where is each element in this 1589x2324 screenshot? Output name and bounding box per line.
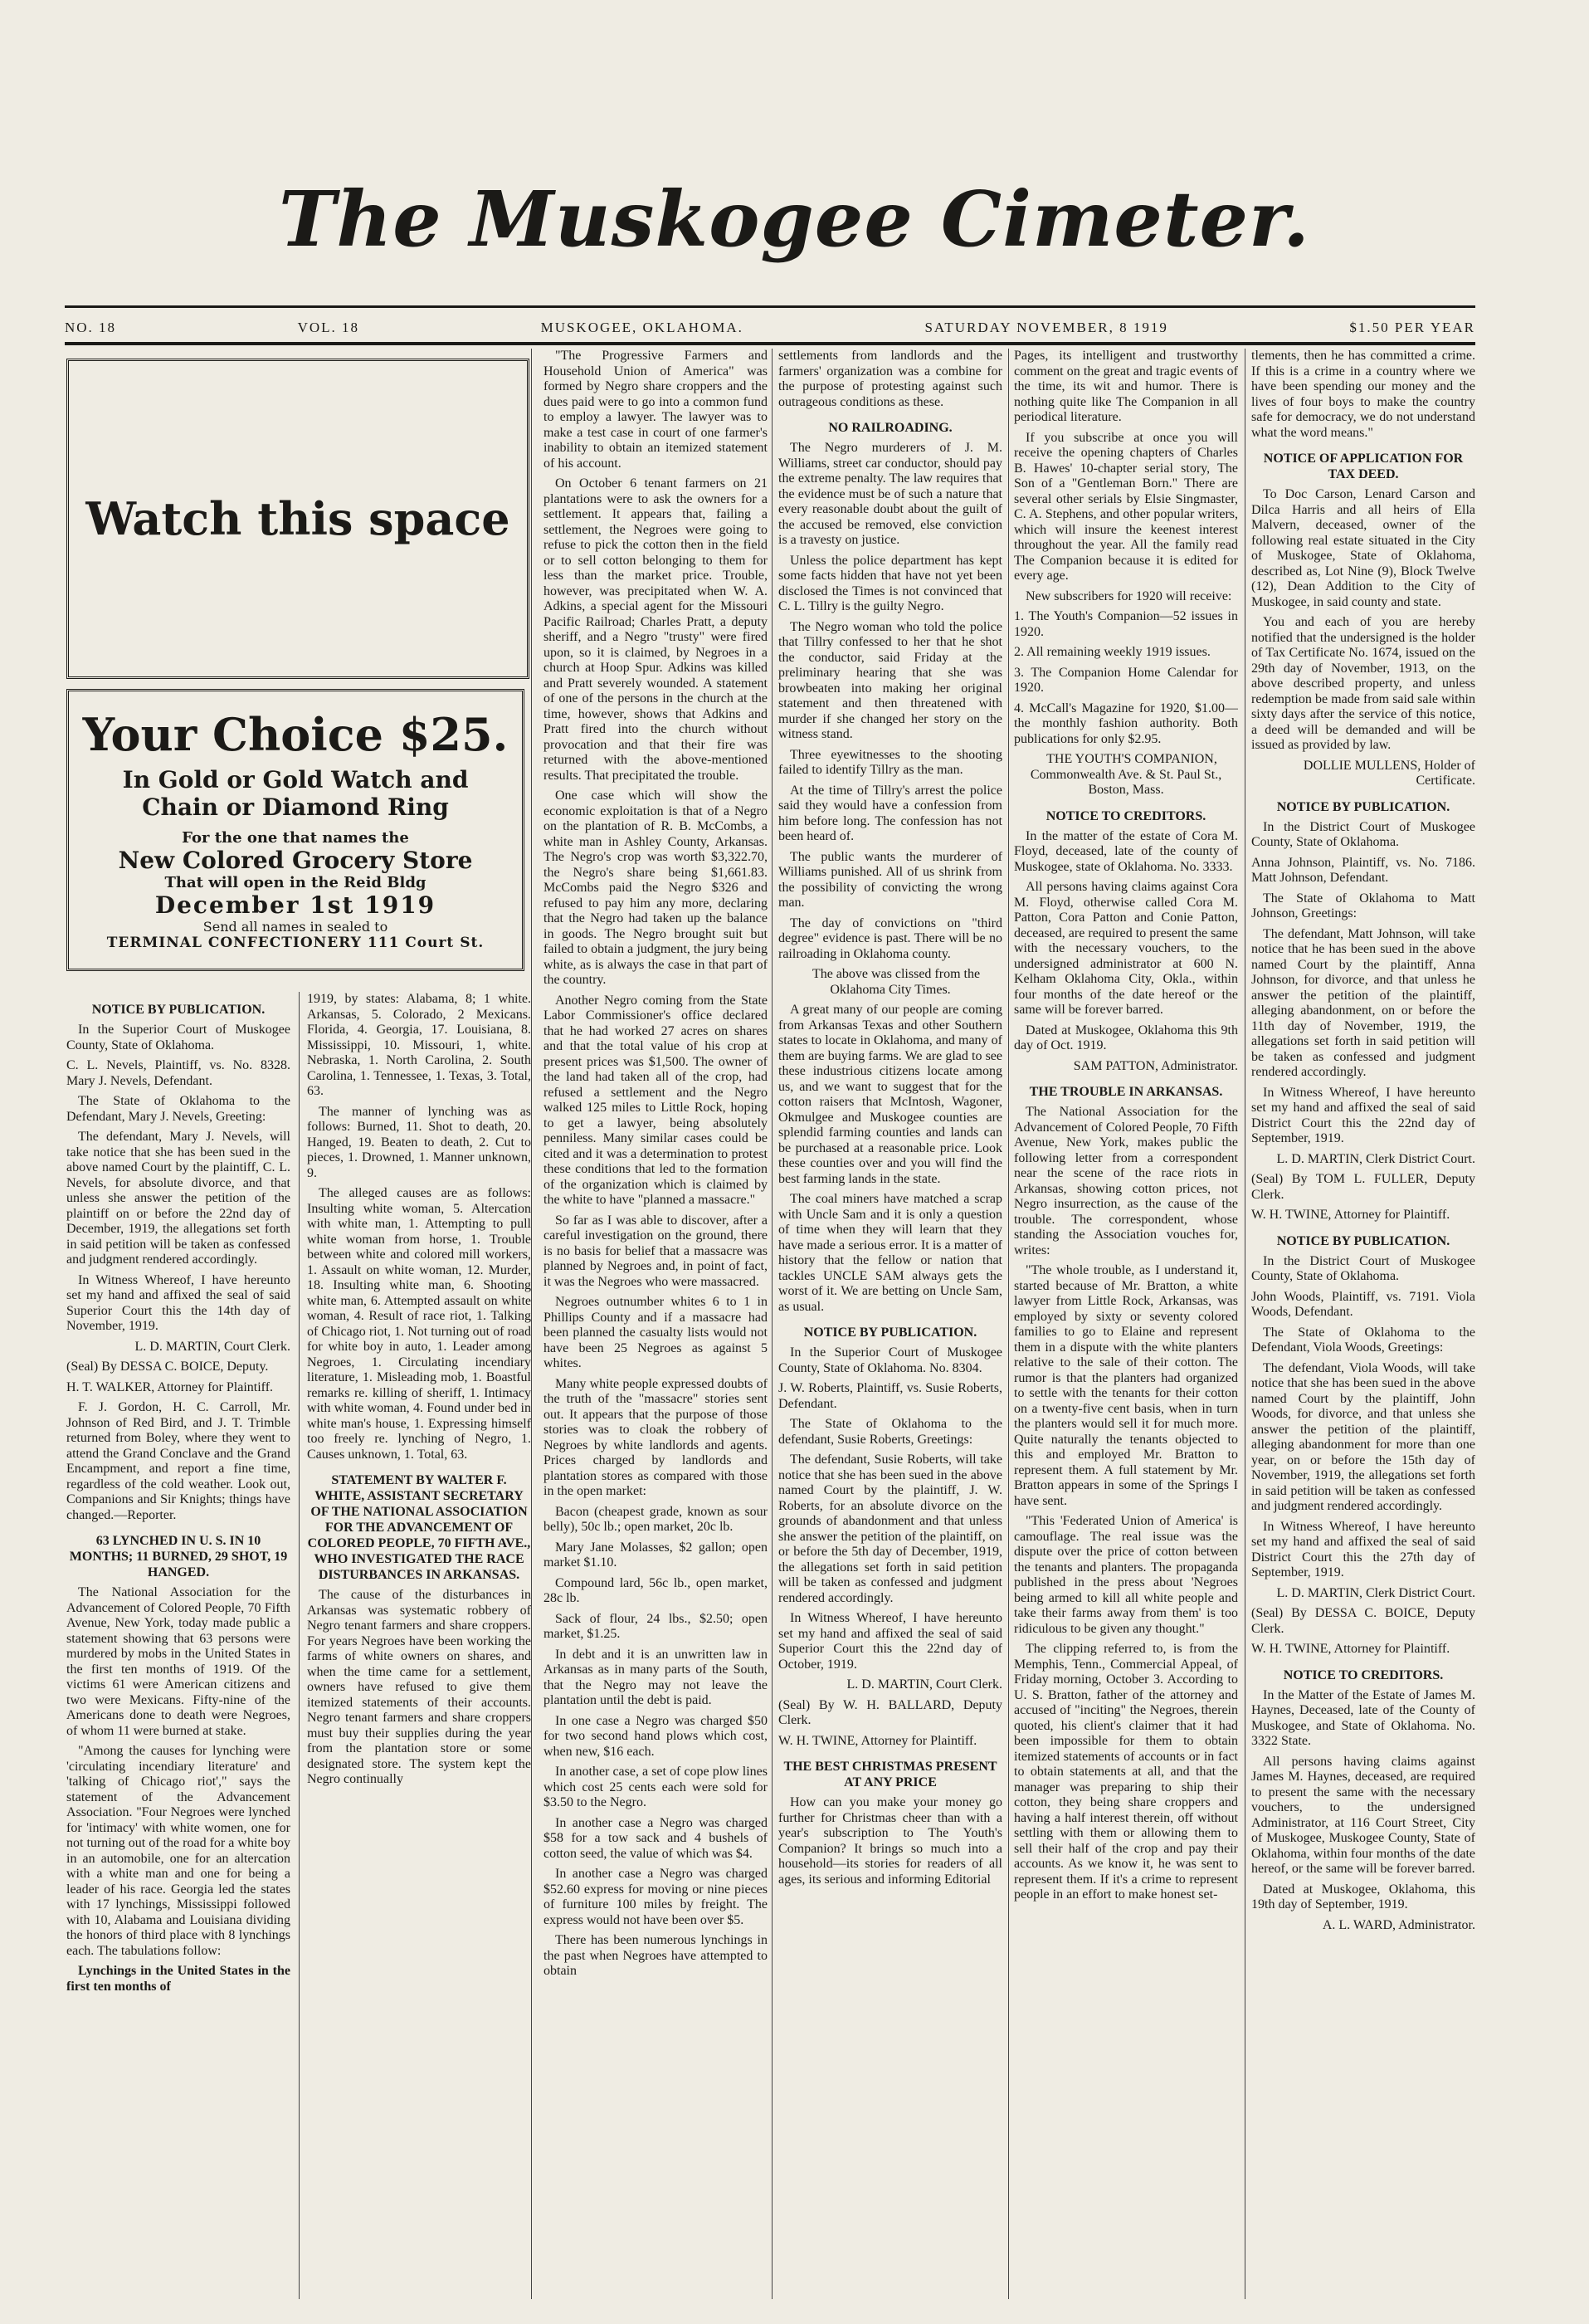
paragraph: "Among the causes for lynching were 'circulating incendiary literature' and 'talking of Chicago riot'," says the statement of the Advancement Association. "Four Negroes were lynched for 'intimacy' with white women, one for not turning out of the road for a white boy in an automobile, one for an altercation with a white man and one for being a leader of his race. Georgia led the states with 17 lynchings, Mississippi followed with 10, Alabama and Louisiana dividing the honors of third place with 8 lynchings each. The tabulations follow: <box>66 1744 290 1958</box>
paragraph: How can you make your money go further for Christmas cheer than with a year's subscription to The Youth's Companion? It brings so much into a household—its stories for readers of all ages, its serious and informing Editorial <box>778 1795 1002 1887</box>
paragraph: The defendant, Mary J. Nevels, will take notice that she has been sued in the above named Court by the plaintiff, C. L. Nevels, for absolute divorce, and that unless she answer the petition of the plaintiff on or before the 22nd day of December, 1919, the allegations set forth in said petition will be taken as confessed and judgment rendered accordingly. <box>66 1130 290 1267</box>
paragraph: On October 6 tenant farmers on 21 plantations were to ask the owners for a settlement. It appears that, failing a settlement, the Negroes were going to refuse to pick the cotton then in the field or to sell cotton belonging to them for less than the market price. Trouble, however, was precipitated when W. A. Adkins, a special agent for the Missouri Pacific Railroad; Charles Pratt, a deputy sheriff, and a Negro "trusty" were fired upon, so it is claimed, by Negroes in a church at Hoop Spur. Adkins was killed and Pratt severely wounded. A statement of one of the persons in the church at the time, however, shows that Adkins and Pratt fired into the church without provocation and that their fire was returned with the above-mentioned results. That precipitated the trouble. <box>543 476 768 783</box>
column-2 <box>307 992 531 2303</box>
ad-line: New Colored Grocery Store <box>118 847 473 874</box>
column-3 <box>543 349 768 2316</box>
paragraph: Compound lard, 56c lb., open market, 28c lb. <box>543 1575 768 1605</box>
paragraph: The defendant, Viola Woods, will take notice that she has been sued in the above named Court by the plaintiff, John Woods, for divorce, and that unless she answer the petition of the plaintiff, alleging abandonment for more than one year, on or before the 15th day of November, 1919, the allegations set forth in said petition will be taken as confessed and judgment rendered accordingly. <box>1251 1360 1475 1513</box>
ad-watch-text: Watch this space <box>85 492 510 545</box>
headline: NOTICE BY PUBLICATION. <box>91 1003 266 1017</box>
signature: L. D. MARTIN, Court Clerk. <box>134 1339 290 1354</box>
paragraph: To Doc Carson, Lenard Carson and Dilca Harris and all heirs of Ella Malvern, deceased, owner of the following real estate situated in the City of Muskogee, State of Oklahoma, described as, Lot Nine (9), Block Twelve (12), Dean Addition to the City of Muskogee, in said county and state. <box>1251 487 1475 609</box>
headline: STATEMENT BY WALTER F. WHITE, ASSISTANT SECRETARY OF THE NATIONAL ASSOCIATION FOR THE ADVANCEMENT OF COLORED PEOPLE, 70 FIFTH AVE., WHO INVESTIGATED THE RACE DISTURBANCES IN ARKANSAS. <box>307 1473 531 1582</box>
paragraph: Unless the police department has kept some facts hidden that have not yet been disclosed the Times is not convinced that C. L. Tillry is the guilty Negro. <box>778 553 1002 613</box>
column-divider <box>531 349 532 2299</box>
paragraph: 1919, by states: Alabama, 8; 1 white. Arkansas, 5. Colorado, 2 Mexicans. Florida, 4. Georgia, 17. Louisiana, 8. Mississippi, 10. Missouri, 1, white. Nebraska, 1. North Carolina, 2. South Carolina, 1. Tennessee, 1. Texas, 3. Total, 63. <box>307 992 531 1098</box>
signature: H. T. WALKER, Attorney for Plaintiff. <box>66 1379 274 1394</box>
place: MUSKOGEE, OKLAHOMA. <box>540 320 743 335</box>
ad-line: Chain or Diamond Ring <box>142 793 449 821</box>
paragraph: In the Matter of the Estate of James M. Haynes, Deceased, late of the County of Muskogee, and State of Oklahoma. No. 3322 State. <box>1251 1687 1475 1748</box>
paragraph: THE YOUTH'S COMPANION, Commonwealth Ave. & St. Paul St., Boston, Mass. <box>1030 752 1222 797</box>
headline: 63 LYNCHED IN U. S. IN 10 MONTHS; 11 BURNED, 29 SHOT, 19 HANGED. <box>69 1534 288 1579</box>
headline: THE BEST CHRISTMAS PRESENT AT ANY PRICE <box>783 1760 997 1789</box>
paragraph: The above was clissed from the Oklahoma City Times. <box>812 967 981 997</box>
paragraph: John Woods, Plaintiff, vs. 7191. Viola Woods, Defendant. <box>1251 1289 1475 1319</box>
paragraph: tlements, then he has committed a crime. If this is a crime in a country where we have been spending our money and the lives of four boys to make the country safe for democracy, we do not understand what the word means." <box>1251 349 1475 440</box>
paragraph: F. J. Gordon, H. C. Carroll, Mr. Johnson of Red Bird, and J. T. Trimble returned from Boley, where they went to attend the Grand Conclave and the Grand Encampment, and report a fine time, regardless of the cold weather. Look out, Companions and Sir Knights; things have changed.—Reporter. <box>66 1400 290 1522</box>
ad-line: That will open in the Reid Bldg <box>164 874 426 891</box>
paragraph: Bacon (cheapest grade, known as sour belly), 50c lb.; open market, 20c lb. <box>543 1504 768 1534</box>
headline: NOTICE TO CREDITORS. <box>1046 808 1206 823</box>
paragraph: The coal miners have matched a scrap with Uncle Sam and it is only a question of time when they will learn that they have made a serious error. It is a matter of history that the fellow or nation that tackles UNCLE SAM always gets the worst of it. We are betting on Uncle Sam, as usual. <box>778 1192 1002 1314</box>
paragraph: So far as I was able to discover, after a careful investigation on the ground, there is no basis for belief that a massacre was planned by Negroes and, in point of fact, it was the Negroes who were massacred. <box>543 1213 768 1289</box>
paragraph: "The Progressive Farmers and Household Union of America" was formed by Negro share croppers and the dues paid were to go into a common fund to employ a lawyer. The lawyer was to make a test case in court of one farmer's inability to obtain an itemized statement of his account. <box>543 349 768 471</box>
signature: L. D. MARTIN, Clerk District Court. <box>1276 1151 1475 1166</box>
paragraph: In Witness Whereof, I have hereunto set my hand and affixed the seal of said Superior Court this the 14th day of November, 1919. <box>66 1272 290 1333</box>
paragraph: There has been numerous lynchings in the past when Negroes have attempted to obtain <box>543 1933 768 1978</box>
paragraph: The clipping referred to, is from the Memphis, Tenn., Commercial Appeal, of Friday morning, October 3. According to U. S. Bratton, father of the attorney and accused of "inciting" the Negroes, therein quoted, his client's claimer that it had been impossible for them to obtain itemized statements of accounts or in fact to obtain statements at all, and that the manager was preparing to ship their cotton, they being share croppers and having a half interest therein, off without settling with them or allowing them to sell their half of the crop and pay their accounts. As we know it, he was sent to represent them. If it's a crime to represent people in an effort to make honest set- <box>1014 1642 1238 1902</box>
headline: NOTICE OF APPLICATION FOR TAX DEED. <box>1263 452 1464 481</box>
headline: NOTICE BY PUBLICATION. <box>1276 799 1450 814</box>
column-4 <box>778 349 1002 2316</box>
ad-line: For the one that names the <box>182 829 409 847</box>
signature: A. L. WARD, Administrator. <box>1322 1917 1475 1932</box>
paragraph: The National Association for the Advancement of Colored People, 70 Fifth Avenue, New York, makes public the following letter from a correspondent near the scene of the race riots in Arkansas, showing cotton prices, not Negro insurrection, as the cause of the trouble. The correspondent, whose standing the Association vouches for, writes: <box>1014 1105 1238 1257</box>
paragraph: The day of convictions on "third degree" evidence is past. There will be no railroading in Oklahoma county. <box>778 915 1002 961</box>
signature: (Seal) By TOM L. FULLER, Deputy Clerk. <box>1251 1172 1475 1202</box>
signature: (Seal) By DESSA C. BOICE, Deputy Clerk. <box>1251 1606 1475 1636</box>
paragraph: In one case a Negro was charged $50 for two second hand plows which cost, when new, $16 each. <box>543 1713 768 1759</box>
paragraph: In the matter of the estate of Cora M. Floyd, deceased, late of the county of Muskogee, state of Oklahoma. No. 3333. <box>1014 828 1238 874</box>
headline: NOTICE BY PUBLICATION. <box>1276 1233 1450 1248</box>
list-item: 1. The Youth's Companion—52 issues in 1920. <box>1014 609 1238 639</box>
paragraph: All persons having claims against Cora M. Floyd, otherwise called Cora M. Patton, Cora Patton and Conie Patton, deceased, are required to present the same with the necessary vouchers, to the undersigned administrator at 600 N. Kelham Oklahoma City, Okla., within four months of the date hereof or the same will be forever barred. <box>1014 880 1238 1017</box>
headline: NOTICE TO CREDITORS. <box>1283 1667 1444 1682</box>
paragraph: The public wants the murderer of Williams punished. All of us shrink from the possibility of convicting the wrong man. <box>778 849 1002 910</box>
headline: THE TROUBLE IN ARKANSAS. <box>1029 1085 1223 1099</box>
paragraph: A great many of our people are coming from Arkansas Texas and other Southern states to locate in Oklahoma, and many of them are buying farms. We are glad to see these industrious citizens locate among us, and we want to suggest that for the cotton raisers that McIntosh, Wagoner, Okmulgee and Muskogee counties are splendid farming counties and lands can be purchased at a reasonable price. Look these counties over and you will find the best farming lands in the state. <box>778 1003 1002 1186</box>
paragraph: Negroes outnumber whites 6 to 1 in Phillips County and if a massacre had been planned the casualty lists would not have been 25 Negroes as against 5 whites. <box>543 1295 768 1370</box>
signature: W. H. TWINE, Attorney for Plaintiff. <box>1251 1208 1450 1222</box>
ad-line: TERMINAL CONFECTIONERY 111 Court St. <box>106 935 485 951</box>
headline: NOTICE BY PUBLICATION. <box>803 1326 977 1340</box>
paragraph: The State of Oklahoma to the Defendant, Viola Woods, Greetings: <box>1251 1325 1475 1355</box>
paragraph: In the District Court of Muskogee County, State of Oklahoma. <box>1251 819 1475 849</box>
paragraph: One case which will show the economic exploitation is that of a Negro on the plantation of R. B. McCombs, a white man in Ashley County, Arkansas. The Negro's crop was worth $3,322.70, the Negro's share being $1,661.83. McCombs paid the Negro $326 and refused to pay him any more, declaring that the Negro had taken up the balance in goods. The Negro brought suit but failed to obtain a judgment, the jury being white, as is always the case in that part of the country. <box>543 788 768 987</box>
masthead-title: The Muskogee Cimeter. <box>278 174 1311 264</box>
column-divider <box>772 349 773 2299</box>
paragraph: "The whole trouble, as I understand it, started because of Mr. Bratton, a white lawyer from Little Rock, Arkansas, was employed by sixty or seventy colored families to go to Elaine and represent them in a dispute with the white planters relative to the sale of their cotton. The rumor is that the planters had organized to settle with the tenants for their cotton on a twenty-five cent basis, when in turn the planters would sell it for much more. Quite naturally the tenants objected to this and employed Mr. Bratton to represent them. A full statement by Mr. Bratton appears in some of the Springs I have sent. <box>1014 1263 1238 1508</box>
paragraph: The defendant, Matt Johnson, will take notice that he has been sued in the above named Court by the plaintiff, Anna Johnson, for divorce, and that unless he answer the petition of the plaintiff, alleging abandonment, on or before the 11th day of November, 1919, the allegations set forth in said petition will be taken as confessed and judgment rendered accordingly. <box>1251 926 1475 1079</box>
paragraph: In the District Court of Muskogee County, State of Oklahoma. <box>1251 1253 1475 1283</box>
paragraph: Mary Jane Molasses, $2 gallon; open market $1.10. <box>543 1540 768 1570</box>
ad-line: In Gold or Gold Watch and <box>122 766 469 793</box>
list-item: 2. All remaining weekly 1919 issues. <box>1014 645 1211 659</box>
paragraph: In another case a Negro was charged $52.60 express for moving or nine pieces of furniture 100 miles by freight. The express would not have been over $5. <box>543 1867 768 1927</box>
signature: DOLLIE MULLENS, Holder of Certificate. <box>1303 758 1475 788</box>
paragraph: If you subscribe at once you will receive the opening chapters of Charles B. Hawes' 10-chapter serial story, The Son of a "Gentleman Born." There are several other serials by Elsie Singmaster, C. A. Stephens, and other popular writers, which will insure the keenest interest throughout the year. All the family read The Companion because it is edited for every age. <box>1014 430 1238 583</box>
paragraph: The cause of the disturbances in Arkansas was systematic robbery of Negro tenant farmers and share croppers. For years Negroes have been working the farms of white owners on shares, and when the time came for a settlement, owners have refused to give them itemized statements of their accounts. Negro tenant farmers and share croppers must buy their supplies during the year from the plantation store or some designated store. The system kept the Negro continually <box>307 1588 531 1786</box>
paragraph: The State of Oklahoma to the defendant, Susie Roberts, Greetings: <box>778 1417 1002 1447</box>
paragraph: Three eyewitnesses to the shooting failed to identify Tillry as the man. <box>778 747 1002 777</box>
paragraph: You and each of you are hereby notified that the undersigned is the holder of Tax Certificate No. 1674, issued on the 29th day of November, 1913, on the above described property, and unless redemption be made from said sale within sixty days after the service of this notice, a deed will be demanded and will be issued as provided by law. <box>1251 615 1475 752</box>
paragraph: The alleged causes are as follows: Insulting white woman, 5. Altercation with white man, 1. Attempting to pull white woman from horse, 1. Trouble between white and colored mill workers, 1. Assault on white woman, 12. Murder, 18. Insulting white man, 6. Shooting white man, 6. Attempted assault on white woman, 4. Result of race riot, 1. Talking of Chicago riot, 1. Not turning out of road for white boy in auto, 1. Leader among Negroes, 1. Circulating incendiary literature, 1. Misleading mob, 1. Boastful remarks re. killing of sheriff, 1. Intimacy with white woman, 4. Found under bed in white man's house, 1. Expressing himself too freely re. lynching of Negro, 1. Causes unknown, 1. Total, 63. <box>307 1186 531 1462</box>
paragraph: At the time of Tillry's arrest the police said they would have a confession from him before long. The confession has not been heard of. <box>778 783 1002 843</box>
paragraph: Dated at Muskogee, Oklahoma, this 19th day of September, 1919. <box>1251 1882 1475 1911</box>
list-item: 3. The Companion Home Calendar for 1920. <box>1014 665 1238 695</box>
paragraph: The Negro murderers of J. M. Williams, street car conductor, should pay the extreme penalty. The law requires that the evidence must be of such a nature that every reasonable doubt about the guilt of the accused be removed, else conviction is a travesty on justice. <box>778 441 1002 547</box>
volume-number: VOL. 18 <box>297 320 360 335</box>
paragraph: Sack of flour, 24 lbs., $2.50; open market, $1.25. <box>543 1611 768 1641</box>
issue-number: NO. 18 <box>65 320 117 335</box>
column-divider <box>1008 349 1009 2299</box>
paragraph: In the Superior Court of Muskogee County, State of Oklahoma. <box>66 1023 290 1052</box>
signature: L. D. MARTIN, Clerk District Court. <box>1276 1585 1475 1600</box>
watch-this-space-ad <box>66 359 529 679</box>
paragraph: In Witness Whereof, I have hereunto set my hand and affixed the seal of said Superior Court this the 22nd day of October, 1919. <box>778 1611 1002 1672</box>
paragraph: The National Association for the Advancement of Colored People, 70 Fifth Avenue, New York, today made public a statement showing that 63 persons were murdered by mobs in the United States in the first ten months of 1919. Of the victims 61 were American citizens and two were Mexicans. Fifty-nine of the Americans done to death were Negroes, of whom 11 were burned at stake. <box>66 1585 290 1738</box>
ad-line: December 1st 1919 <box>154 891 436 919</box>
paragraph: C. L. Nevels, Plaintiff, vs. No. 8328. Mary J. Nevels, Defendant. <box>66 1058 290 1088</box>
paragraph: In debt and it is an unwritten law in Arkansas as in many parts of the South, that the Negro may not leave the plantation until the debt is paid. <box>543 1647 768 1707</box>
paragraph: settlements from landlords and the farmers' organization was a combine for the purpose of protesting against such outrageous conditions as these. <box>778 349 1002 409</box>
paragraph: In Witness Whereof, I have hereunto set my hand and affixed the seal of said District Court this the 22nd day of September, 1919. <box>1251 1085 1475 1145</box>
paragraph: J. W. Roberts, Plaintiff, vs. Susie Roberts, Defendant. <box>778 1381 1002 1411</box>
paragraph: The State of Oklahoma to the Defendant, Mary J. Nevels, Greeting: <box>66 1094 290 1124</box>
paragraph: Lynchings in the United States in the first ten months of <box>66 1964 290 1994</box>
paragraph: The manner of lynching was as follows: Burned, 11. Shot to death, 20. Hanged, 19. Beaten to death, 2. Cut to pieces, 1. Drowned, 1. Manner unknown, 9. <box>307 1104 531 1180</box>
paragraph: In another case, a set of cope plow lines which cost 25 cents each were sold for $3.50 to the Negro. <box>543 1765 768 1809</box>
paragraph: In the Superior Court of Muskogee County, State of Oklahoma. No. 8304. <box>778 1345 1002 1375</box>
your-choice-ad <box>66 689 524 971</box>
headline: NO RAILROADING. <box>828 421 953 435</box>
paragraph: "This 'Federated Union of America' is camouflage. The real issue was the dispute over the price of cotton between the tenants and planters. The propaganda published in the press about 'Negroes being armed to kill all white people and take their farms away from them' is too ridiculous to be given any thought." <box>1014 1514 1238 1636</box>
signature: L. D. MARTIN, Court Clerk. <box>846 1677 1002 1692</box>
paragraph: Many white people expressed doubts of the truth of the "massacre" stories sent out. It appears that the purpose of those stories was to cloak the robbery of Negroes by white landlords and agents. Prices charged by landlords and plantation stores as compared with those in the open market: <box>543 1376 768 1498</box>
paragraph: New subscribers for 1920 will receive: <box>1026 588 1232 603</box>
paragraph: All persons having claims against James M. Haynes, deceased, are required to present the same with the necessary vouchers, to the undersigned Administrator, at 116 Court Street, City of Muskogee, Muskogee County, State of Oklahoma, within four months of the date hereof, or the same will be forever barred. <box>1251 1754 1475 1876</box>
column-divider <box>299 992 300 2299</box>
signature: W. H. TWINE, Attorney for Plaintiff. <box>1251 1642 1450 1656</box>
paragraph: The State of Oklahoma to Matt Johnson, Greetings: <box>1251 891 1475 920</box>
column-1 <box>66 992 290 2303</box>
ad-line: Your Choice $25. <box>82 708 509 761</box>
paragraph: The defendant, Susie Roberts, will take notice that she has been sued in the above named Court by the plaintiff, J. W. Roberts, for an absolute divorce on the grounds of abandonment and that unless she answer the petition of the plaintiff, on or before the 5th day of December, 1919, the allegations set forth in said petition will be taken as confessed and judgment rendered accordingly. <box>778 1452 1002 1605</box>
subscription-price: $1.50 PER YEAR <box>1349 320 1475 335</box>
paragraph: Dated at Muskogee, Oklahoma this 9th day of Oct. 1919. <box>1014 1023 1238 1052</box>
paragraph: In Witness Whereof, I have hereunto set my hand and affixed the seal of said District Court this the 27th day of September, 1919. <box>1251 1519 1475 1579</box>
signature: SAM PATTON, Administrator. <box>1073 1058 1238 1073</box>
dateline <box>65 315 1475 340</box>
signature: (Seal) By W. H. BALLARD, Deputy Clerk. <box>778 1697 1002 1727</box>
paragraph: Pages, its intelligent and trustworthy comment on the great and tragic events of the time, its wit and humor. There is nothing quite like The Companion in all periodical literature. <box>1014 349 1238 424</box>
paragraph: The Negro woman who told the police that Tillry confessed to her that he shot the conductor, said Friday at the preliminary hearing that she was browbeaten into making her original statement and then threatened with murder if she changed her story on the witness stand. <box>778 619 1002 741</box>
paragraph: Anna Johnson, Plaintiff, vs. No. 7186. Matt Johnson, Defendant. <box>1251 855 1475 885</box>
signature: W. H. TWINE, Attorney for Plaintiff. <box>778 1733 977 1748</box>
issue-date: SATURDAY NOVEMBER, 8 1919 <box>924 320 1168 335</box>
paragraph: In another case a Negro was charged $58 for a tow sack and 4 bushels of cotton seed, the value of which was $4. <box>543 1815 768 1861</box>
paragraph: Another Negro coming from the State Labor Commissioner's office declared that he had worked 27 acres on shares and that the total value of his crop at present prices was $1,500. The owner of the land had taken all of the crop, had refused a settlement and the Negro walked 125 miles to Little Rock, hoping to get a lawyer, being absolutely penniless. Many similar cases could be cited and it was a determination to protest these conditions that led to the formation of the organization which is claimed by the white to have "planned a massacre." <box>543 993 768 1207</box>
dateline-rule <box>65 342 1475 345</box>
signature: (Seal) By DESSA C. BOICE, Deputy. <box>66 1360 269 1374</box>
list-item: 4. McCall's Magazine for 1920, $1.00—the monthly fashion authority. Both publications for only $2.95. <box>1014 701 1238 746</box>
column-6 <box>1251 349 1475 2316</box>
ad-line: Send all names in sealed to <box>202 919 388 935</box>
column-5 <box>1014 349 1238 2316</box>
top-rule <box>65 305 1475 308</box>
